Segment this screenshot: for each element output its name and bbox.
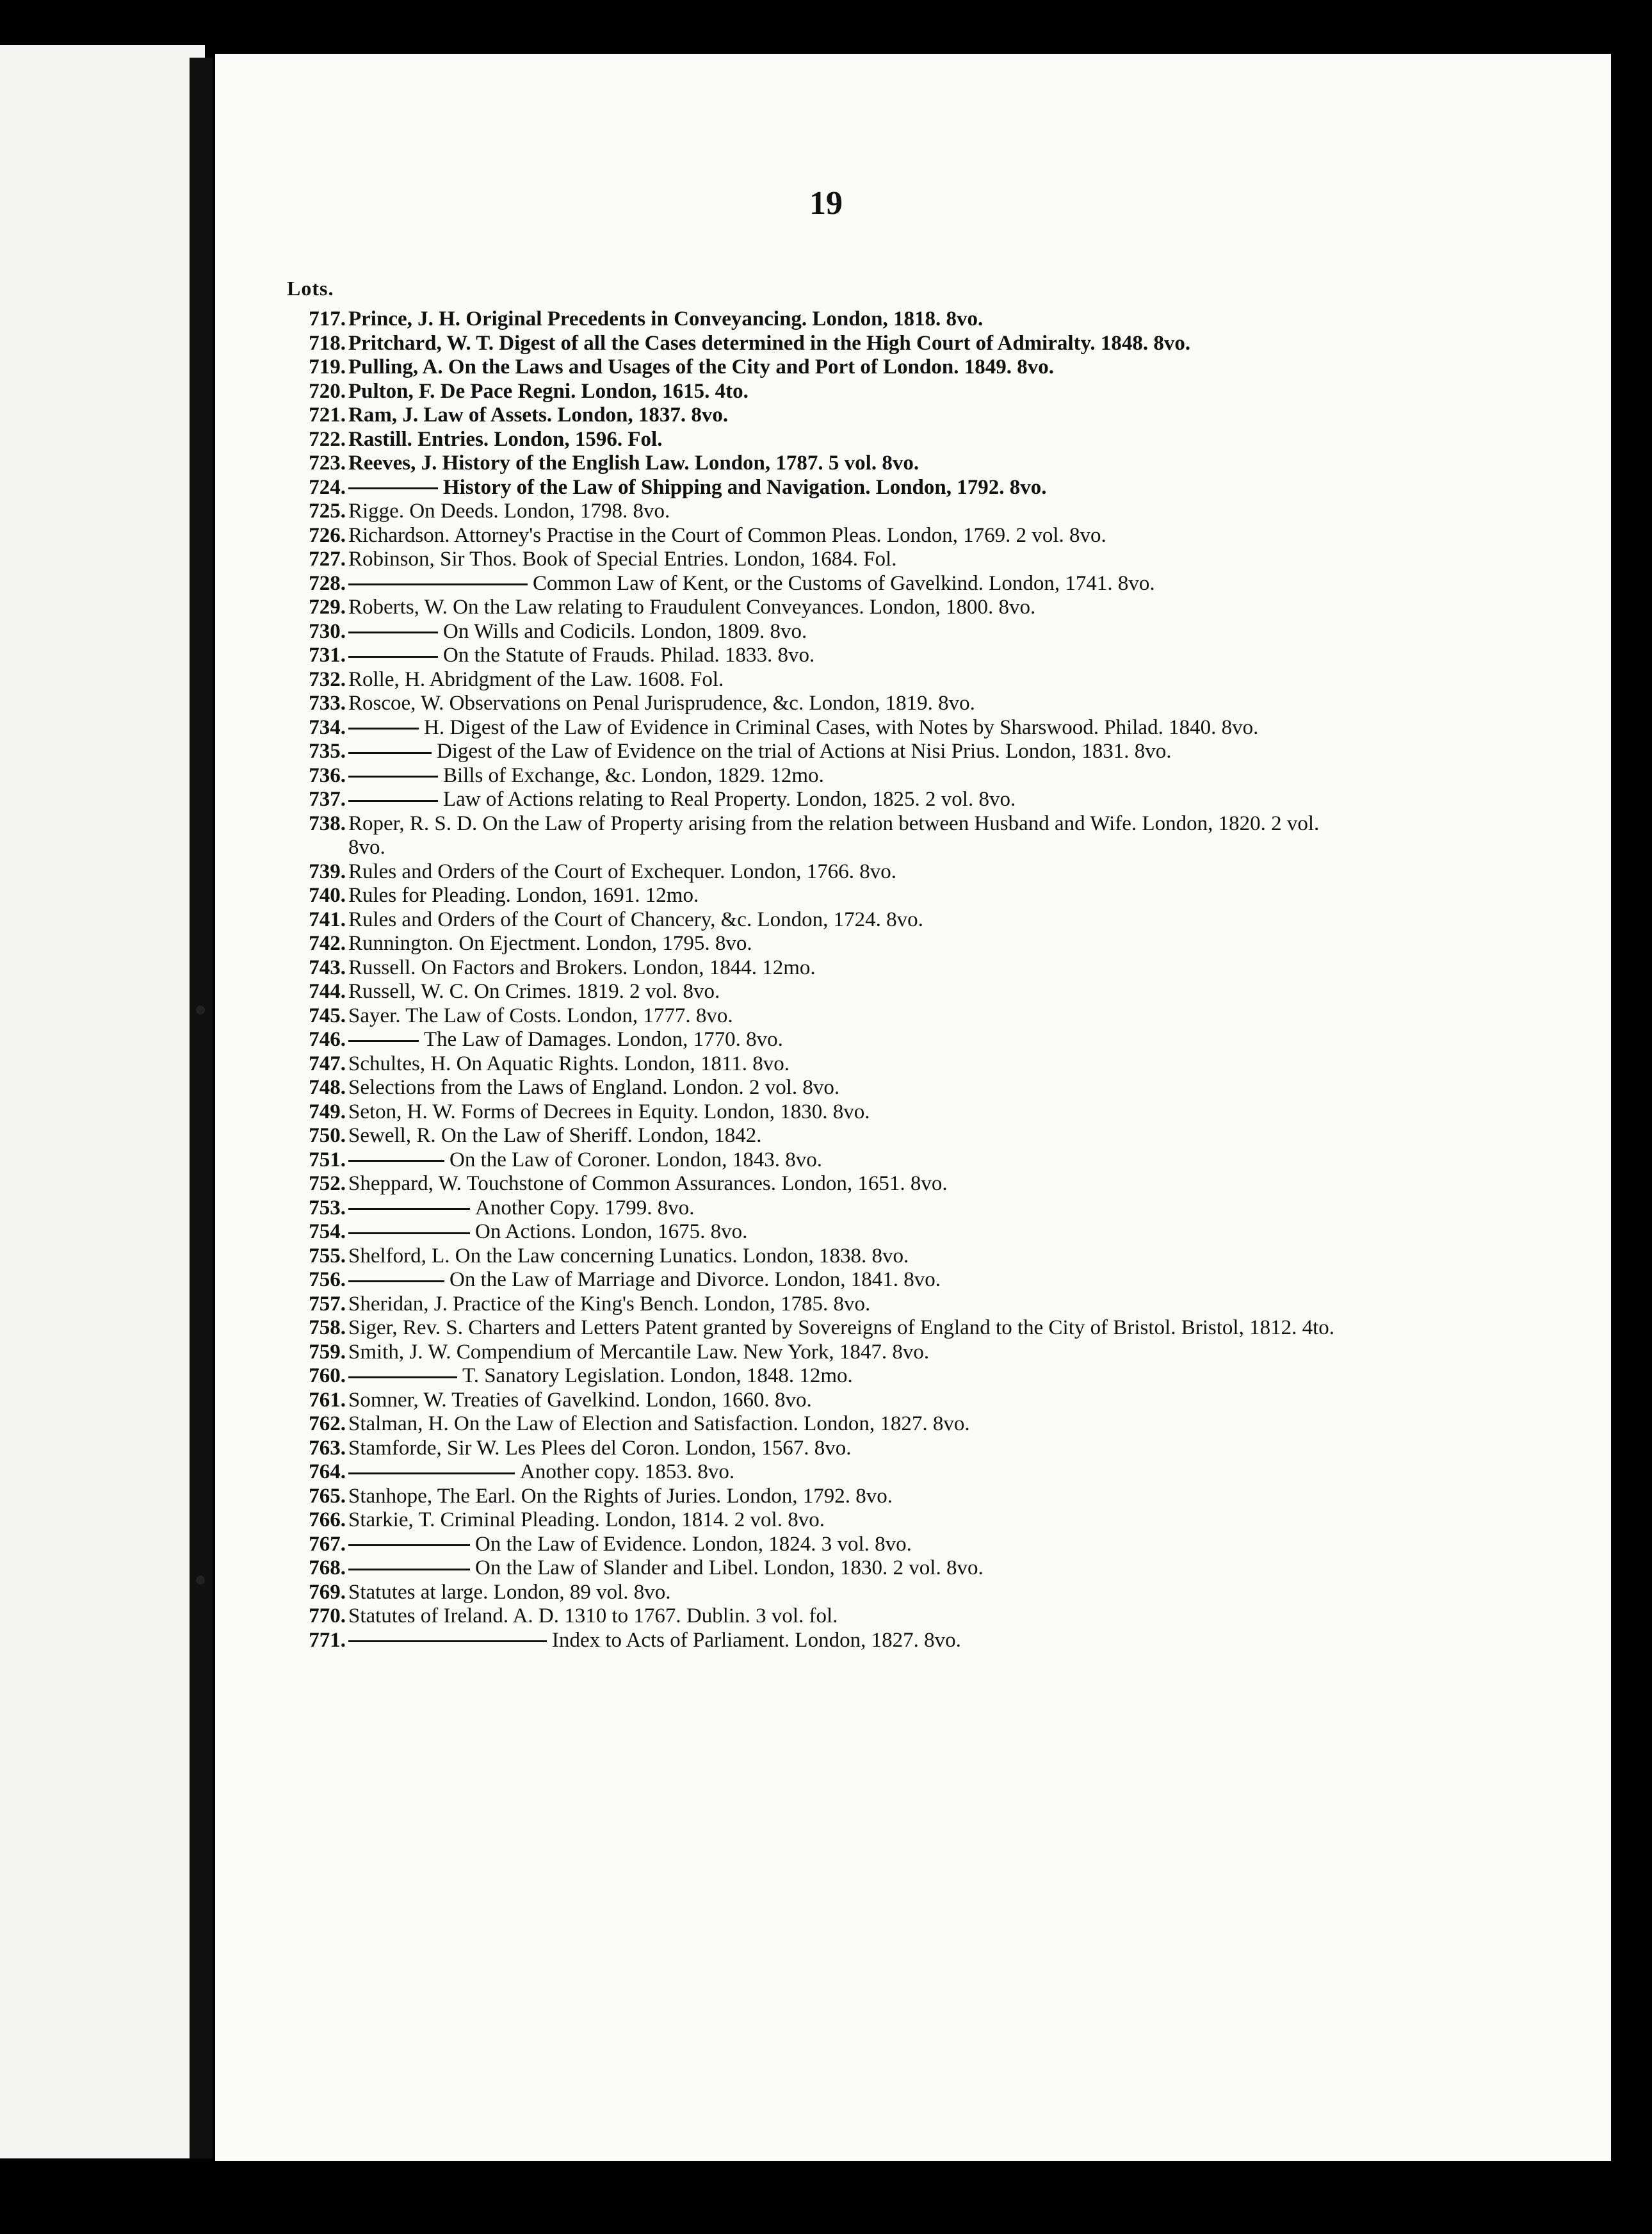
lot-entry (284, 1341, 1360, 1365)
lot-description: Seton, H. W. Forms of Decrees in Equity. London, 1830. 8vo. (348, 1100, 870, 1123)
lot-number: 755. (309, 1244, 346, 1268)
lot-number: 749. (309, 1100, 346, 1123)
lot-description: Law of Actions relating to Real Property. London, 1825. 2 vol. 8vo. (443, 788, 1016, 811)
lot-description: Digest of the Law of Evidence on the trial of Actions at Nisi Prius. London, 1831. 8vo. (437, 740, 1172, 763)
lot-description: Pulling, A. On the Laws and Usages of the City and Port of London. 1849. 8vo. (348, 355, 1054, 379)
lot-description: Stamforde, Sir W. Les Plees del Coron. London, 1567. 8vo. (348, 1436, 852, 1460)
lot-description: Richardson. Attorney's Practise in the Court of Common Pleas. London, 1769. 2 vol. 8vo. (348, 523, 1106, 547)
lot-entry (284, 932, 1360, 956)
lot-entry (284, 428, 1360, 452)
lot-description: On Actions. London, 1675. 8vo. (475, 1220, 748, 1243)
lot-description: Sheridan, J. Practice of the King's Bench. London, 1785. 8vo. (348, 1292, 871, 1316)
lot-description: Bills of Exchange, &c. London, 1829. 12mo. (443, 763, 824, 787)
lot-entry (284, 1364, 1360, 1389)
lot-description: History of the Law of Shipping and Navigation. London, 1792. 8vo. (443, 475, 1047, 499)
lot-entry (284, 788, 1360, 812)
lot-number: 746. (309, 1028, 346, 1051)
lot-number: 752. (309, 1172, 346, 1195)
lot-number: 761. (309, 1388, 346, 1412)
lot-entry (284, 1148, 1360, 1173)
lot-entry (284, 1172, 1360, 1196)
lot-entry (284, 524, 1360, 548)
lot-number: 769. (309, 1580, 346, 1604)
binding-thread-knot (196, 1576, 205, 1585)
lot-description: Starkie, T. Criminal Pleading. London, 1814. 2 vol. 8vo. (348, 1508, 825, 1531)
page-number: 19 (809, 185, 843, 222)
lot-description: Prince, J. H. Original Precedents in Conveyancing. London, 1818. 8vo. (348, 307, 984, 330)
lot-number: 756. (309, 1268, 346, 1291)
lot-description: Roscoe, W. Observations on Penal Jurisprudence, &c. London, 1819. 8vo. (348, 692, 975, 715)
lot-entry (284, 1292, 1360, 1317)
lot-number: 741. (309, 908, 346, 931)
lot-description: Rules for Pleading. London, 1691. 12mo. (348, 884, 699, 907)
lot-description: T. Sanatory Legislation. London, 1848. 12mo. (462, 1364, 853, 1387)
lot-number: 771. (309, 1628, 346, 1652)
lot-entry (284, 860, 1360, 885)
lot-entry (284, 1437, 1360, 1461)
binding-gutter (190, 58, 213, 2158)
lot-entry (284, 572, 1360, 596)
lot-entry (284, 1220, 1360, 1244)
lot-entry (284, 1604, 1360, 1629)
lot-number: 730. (309, 619, 346, 643)
lot-number: 733. (309, 692, 346, 715)
lot-number: 753. (309, 1196, 346, 1219)
lot-number: 751. (309, 1148, 346, 1171)
ditto-rule (348, 656, 438, 658)
ditto-rule (348, 776, 438, 778)
lot-description: Roberts, W. On the Law relating to Fraudulent Conveyances. London, 1800. 8vo. (348, 596, 1036, 619)
lot-number: 732. (309, 667, 346, 691)
lot-number: 718. (309, 331, 346, 355)
lot-entry (284, 1124, 1360, 1148)
lot-number: 736. (309, 763, 346, 787)
lot-description: Rules and Orders of the Court of Exchequer. London, 1766. 8vo. (348, 860, 897, 883)
lot-description: Another copy. 1853. 8vo. (520, 1460, 735, 1483)
lot-entry (284, 1268, 1360, 1292)
lot-description: Somner, W. Treaties of Gavelkind. London, 1660. 8vo. (348, 1388, 812, 1412)
ditto-rule (348, 583, 528, 585)
lot-description: Stalman, H. On the Law of Election and Satisfaction. London, 1827. 8vo. (348, 1412, 970, 1435)
ditto-rule (348, 1232, 470, 1234)
lot-description: Sewell, R. On the Law of Sheriff. London, 1842. (348, 1124, 762, 1147)
ditto-rule (348, 728, 419, 730)
lot-entry (284, 1028, 1360, 1052)
lot-entry (284, 1508, 1360, 1533)
lot-number: 723. (309, 452, 346, 475)
ditto-rule (348, 1040, 419, 1042)
lots-column-heading: Lots. (287, 277, 334, 300)
lot-entry (284, 476, 1360, 500)
lot-number: 717. (309, 307, 346, 330)
lot-description: Statutes of Ireland. A. D. 1310 to 1767. Dublin. 3 vol. fol. (348, 1604, 838, 1627)
lot-entry (284, 1629, 1360, 1653)
lot-entry (284, 1389, 1360, 1413)
lot-number: 724. (309, 475, 346, 499)
lot-list (284, 307, 1360, 1652)
lot-number: 722. (309, 427, 346, 451)
ditto-rule (348, 800, 438, 802)
lot-entry (284, 668, 1360, 692)
lot-description: Stanhope, The Earl. On the Rights of Juries. London, 1792. 8vo. (348, 1484, 893, 1508)
lot-number: 742. (309, 932, 346, 955)
lot-entry (284, 404, 1360, 428)
lot-entry (284, 596, 1360, 620)
lot-description: Ram, J. Law of Assets. London, 1837. 8vo. (348, 404, 729, 427)
lot-number: 731. (309, 644, 346, 667)
lot-number: 735. (309, 740, 346, 763)
ditto-rule (348, 632, 438, 633)
lot-description: Schultes, H. On Aquatic Rights. London, 1811. 8vo. (348, 1052, 790, 1075)
lot-entry (284, 355, 1360, 380)
lot-entry (284, 1581, 1360, 1605)
lot-number: 721. (309, 404, 346, 427)
ditto-rule (348, 1472, 515, 1474)
ditto-rule (348, 1280, 444, 1282)
lot-entry (284, 307, 1360, 332)
lot-entry (284, 812, 1360, 860)
lot-entry (284, 452, 1360, 476)
lot-description: Russell, W. C. On Crimes. 1819. 2 vol. 8vo. (348, 980, 720, 1003)
lot-number: 770. (309, 1604, 346, 1627)
lot-description: Another Copy. 1799. 8vo. (475, 1196, 695, 1219)
lot-entry (284, 740, 1360, 764)
lot-description: Sheppard, W. Touchstone of Common Assurances. London, 1651. 8vo. (348, 1172, 948, 1195)
lot-entry (284, 1004, 1360, 1029)
lot-description: Common Law of Kent, or the Customs of Gavelkind. London, 1741. 8vo. (533, 571, 1155, 595)
lot-description: Rigge. On Deeds. London, 1798. 8vo. (348, 500, 670, 523)
lot-number: 739. (309, 860, 346, 883)
lot-number: 729. (309, 596, 346, 619)
lot-description: On the Law of Slander and Libel. London, 1830. 2 vol. 8vo. (475, 1556, 984, 1579)
lot-entry (284, 764, 1360, 788)
lot-entry (284, 1412, 1360, 1437)
binding-thread-knot (196, 1006, 205, 1015)
lot-number: 759. (309, 1340, 346, 1364)
lot-entry (284, 980, 1360, 1004)
ditto-rule (348, 752, 432, 754)
lot-description: On the Statute of Frauds. Philad. 1833. 8vo. (443, 644, 815, 667)
lot-entry (284, 1052, 1360, 1077)
lot-description: The Law of Damages. London, 1770. 8vo. (424, 1028, 783, 1051)
lot-entry (284, 380, 1360, 404)
lot-description: Index to Acts of Parliament. London, 1827. 8vo. (552, 1628, 961, 1652)
lot-number: 760. (309, 1364, 346, 1387)
lot-description: Pulton, F. De Pace Regni. London, 1615. 4to. (348, 379, 749, 403)
lot-number: 763. (309, 1436, 346, 1460)
lot-description: Russell. On Factors and Brokers. London, 1844. 12mo. (348, 956, 816, 979)
lot-number: 762. (309, 1412, 346, 1435)
lot-number: 757. (309, 1292, 346, 1316)
ditto-rule (348, 1376, 457, 1378)
lot-entry (284, 644, 1360, 668)
lot-number: 734. (309, 715, 346, 739)
lot-entry (284, 692, 1360, 716)
lot-entry (284, 716, 1360, 740)
lot-number: 726. (309, 523, 346, 547)
lot-number: 758. (309, 1316, 346, 1339)
lot-description: On the Law of Evidence. London, 1824. 3 vol. 8vo. (475, 1532, 912, 1556)
ditto-rule (348, 487, 438, 489)
lot-description: On the Law of Marriage and Divorce. London, 1841. 8vo. (449, 1268, 941, 1291)
lot-entry (284, 1196, 1360, 1221)
lot-number: 737. (309, 788, 346, 811)
lot-number: 766. (309, 1508, 346, 1531)
lot-number: 764. (309, 1460, 346, 1483)
lot-entry (284, 884, 1360, 908)
lot-description: Smith, J. W. Compendium of Mercantile Law. New York, 1847. 8vo. (348, 1340, 930, 1364)
lot-number: 743. (309, 956, 346, 979)
lot-description: Siger, Rev. S. Charters and Letters Patent granted by Sovereigns of England to the City of Bristol. Bristol, 1812. 4to. (348, 1316, 1334, 1339)
lot-number: 728. (309, 571, 346, 595)
lot-entry (284, 1533, 1360, 1557)
ditto-rule (348, 1640, 547, 1642)
lot-entry (284, 956, 1360, 981)
lot-description: Shelford, L. On the Law concerning Lunatics. London, 1838. 8vo. (348, 1244, 909, 1268)
lot-entry (284, 1100, 1360, 1125)
lot-number: 754. (309, 1220, 346, 1243)
lot-entry (284, 1076, 1360, 1100)
lot-number: 750. (309, 1124, 346, 1147)
lot-number: 740. (309, 884, 346, 907)
lot-number: 748. (309, 1076, 346, 1099)
lot-description: Reeves, J. History of the English Law. London, 1787. 5 vol. 8vo. (348, 452, 919, 475)
lot-number: 719. (309, 355, 346, 379)
lot-number: 738. (309, 811, 346, 835)
lot-description: Rules and Orders of the Court of Chancery, &c. London, 1724. 8vo. (348, 908, 923, 931)
lot-description: Pritchard, W. T. Digest of all the Cases determined in the High Court of Admiralty. 1848. 8vo. (348, 331, 1191, 355)
lot-description: Selections from the Laws of England. London. 2 vol. 8vo. (348, 1076, 840, 1099)
lot-entry (284, 332, 1360, 356)
lot-number: 720. (309, 379, 346, 403)
lot-number: 747. (309, 1052, 346, 1075)
lot-entry (284, 620, 1360, 644)
lot-entry (284, 500, 1360, 524)
lot-entry (284, 1244, 1360, 1269)
lot-number: 765. (309, 1484, 346, 1508)
lot-description: Robinson, Sir Thos. Book of Special Entries. London, 1684. Fol. (348, 548, 897, 571)
lot-description: H. Digest of the Law of Evidence in Criminal Cases, with Notes by Sharswood. Philad. 1840. 8vo. (424, 715, 1259, 739)
lot-entry (284, 1460, 1360, 1485)
lot-entry (284, 1485, 1360, 1509)
lot-entry (284, 1316, 1360, 1341)
lot-description: On Wills and Codicils. London, 1809. 8vo. (443, 619, 807, 643)
lot-entry (284, 1556, 1360, 1581)
ditto-rule (348, 1569, 470, 1570)
ditto-rule (348, 1208, 470, 1210)
lot-number: 727. (309, 548, 346, 571)
lot-description: Runnington. On Ejectment. London, 1795. 8vo. (348, 932, 752, 955)
lot-number: 725. (309, 500, 346, 523)
lot-description: Statutes at large. London, 89 vol. 8vo. (348, 1580, 671, 1604)
lot-entry (284, 908, 1360, 933)
facing-page-edge (0, 45, 205, 2158)
lot-number: 767. (309, 1532, 346, 1556)
lot-description: Roper, R. S. D. On the Law of Property arising from the relation between Husband and Wife. London, 1820. 2 vol. 8vo. (348, 811, 1320, 859)
lot-number: 768. (309, 1556, 346, 1579)
lot-number: 744. (309, 980, 346, 1003)
lot-number: 745. (309, 1004, 346, 1027)
lot-description: Sayer. The Law of Costs. London, 1777. 8vo. (348, 1004, 733, 1027)
lot-description: Rolle, H. Abridgment of the Law. 1608. Fol. (348, 667, 724, 691)
lot-description: Rastill. Entries. London, 1596. Fol. (348, 427, 663, 451)
ditto-rule (348, 1160, 444, 1162)
lot-entry (284, 548, 1360, 572)
ditto-rule (348, 1544, 470, 1546)
lot-description: On the Law of Coroner. London, 1843. 8vo. (449, 1148, 822, 1171)
